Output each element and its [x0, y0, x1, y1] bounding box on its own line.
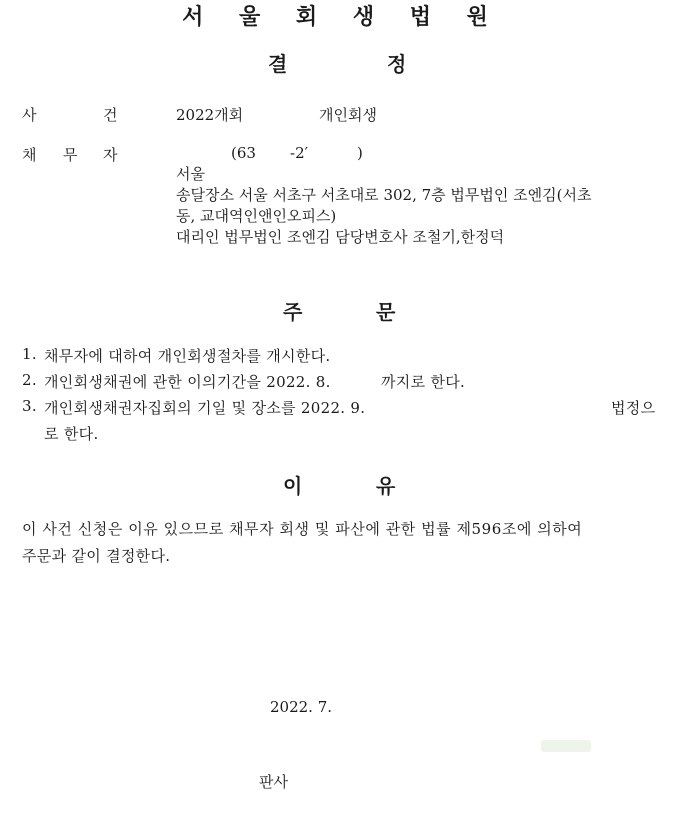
reason-line-1: 이 사건 신청은 이유 있으므로 채무자 회생 및 파산에 관한 법률 제596조에 의하여 — [22, 520, 583, 538]
reason-title-right: 유 — [376, 474, 396, 498]
debtor-label-char-1: 채 — [22, 146, 37, 164]
order-item-1-number: 1. — [22, 345, 37, 363]
seal-smudge — [541, 740, 591, 752]
case-name: 개인회생 — [319, 106, 377, 124]
order-title-left: 주 — [283, 300, 303, 324]
case-label-char-1: 사 — [22, 106, 37, 124]
delivery-address-line2: 동, 교대역인앤인오피스) — [176, 207, 337, 225]
debtor-address: 서울 — [176, 165, 205, 183]
judge-label: 판사 — [259, 773, 288, 791]
order-item-1: 채무자에 대하여 개인회생절차를 개시한다. — [44, 347, 331, 365]
document-type-right: 정 — [387, 52, 407, 76]
delivery-address-line1: 송달장소 서울 서초구 서초대로 302, 7층 법무법인 조엔김(서초 — [176, 186, 592, 204]
order-item-3-text-b: 법정으 — [611, 399, 656, 417]
order-item-3-text-c: 로 한다. — [44, 425, 99, 443]
debtor-label-char-3: 자 — [103, 146, 118, 164]
debtor-id-close: ) — [357, 144, 363, 162]
order-item-2-text-b: 까지로 한다. — [381, 373, 466, 391]
debtor-id-open: (63 — [231, 144, 256, 162]
debtor-id-mid: -2′ — [290, 144, 309, 162]
order-item-2-text-a: 개인회생채권에 관한 이의기간을 2022. 8. — [44, 373, 331, 391]
legal-agent: 대리인 법무법인 조엔김 담당변호사 조철기,한정덕 — [176, 228, 505, 246]
order-item-3-text-a: 개인회생채권자집회의 기일 및 장소를 2022. 9. — [44, 399, 366, 417]
order-title-right: 문 — [376, 300, 396, 324]
court-name: 서 울 회 생 법 원 — [182, 5, 502, 30]
case-label-char-2: 건 — [103, 106, 118, 124]
order-item-3-number: 3. — [22, 397, 37, 415]
debtor-label-char-2: 무 — [63, 146, 78, 164]
document-type-left: 결 — [268, 52, 288, 76]
decision-date: 2022. 7. — [270, 698, 333, 716]
reason-title-left: 이 — [283, 474, 303, 498]
case-number: 2022개회 — [176, 106, 244, 124]
order-item-2-number: 2. — [22, 371, 37, 389]
reason-line-2: 주문과 같이 결정한다. — [22, 547, 171, 565]
